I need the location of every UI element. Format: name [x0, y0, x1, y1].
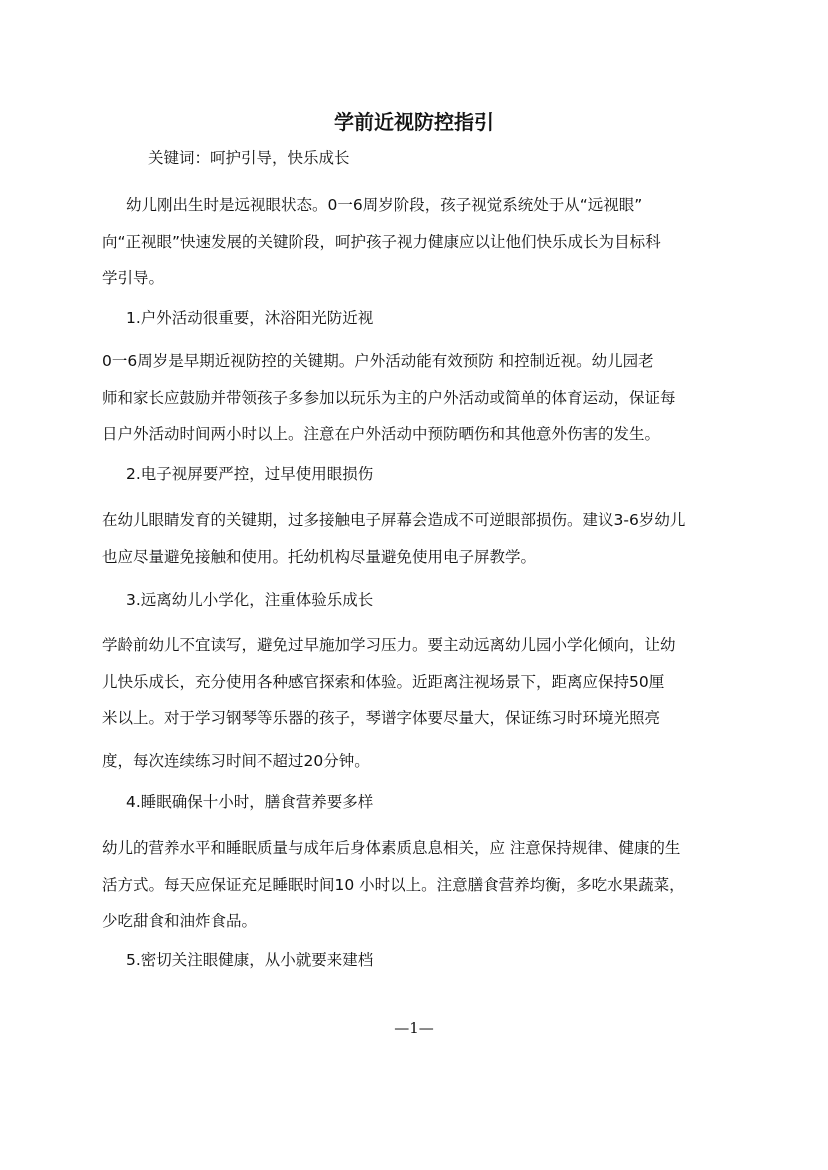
- intro-paragraph: [102, 187, 732, 297]
- section-paragraph-3: [102, 627, 732, 779]
- section-line: 师和家长应鼓励并带领孩子多参加以玩乐为主的户外活动或简单的体育运动，保证每: [102, 388, 676, 407]
- page-title: 学前近视防控指引: [334, 110, 494, 134]
- intro-line: 学引导。: [102, 269, 165, 287]
- keywords-line: 关键词：呵护引导，快乐成长: [148, 149, 350, 167]
- section-line: 度，每次连续练习时间不超过20分钟。: [102, 751, 370, 770]
- section-paragraph-1: [102, 343, 732, 453]
- section-heading-4: 4.睡眠确保十小时，膳食营养要多样: [126, 793, 374, 811]
- section-heading-1: 1.户外活动很重要，沐浴阳光防近视: [126, 309, 374, 327]
- section-line: 也应尽量避免接触和使用。托幼机构尽量避免使用电子屏教学。: [102, 547, 537, 566]
- section-heading-5: 5.密切关注眼健康，从小就要来建档: [126, 951, 374, 969]
- section-line: 活方式。每天应保证充足睡眠时间10 小时以上。注意膳食营养均衡，多吃水果蔬菜，: [102, 875, 685, 894]
- section-line: 儿快乐成长，充分使用各种感官探索和体验。近距离注视场景下，距离应保持50厘: [102, 672, 665, 691]
- section-line: 少吃甜食和油炸食品。: [102, 912, 258, 930]
- section-line: 0一6周岁是早期近视防控的关键期。户外活动能有效预防 和控制近视。幼儿园老: [102, 352, 654, 370]
- section-line: 幼儿的营养水平和睡眠质量与成年后身体素质息息相关，应 注意保持规律、健康的生: [102, 839, 681, 857]
- section-paragraph-4: [102, 830, 732, 940]
- intro-line: 幼儿刚出生时是远视眼状态。0一6周岁阶段，孩子视觉系统处于从“远视眼”: [126, 196, 643, 214]
- page-number: —1—: [394, 1019, 434, 1037]
- section-line: 米以上。对于学习钢琴等乐器的孩子，琴谱字体要尽量大，保证练习时环境光照亮: [102, 709, 661, 727]
- intro-line: 向“正视眼”快速发展的关键阶段，呵护孩子视力健康应以让他们快乐成长为目标科: [102, 232, 661, 251]
- section-paragraph-2: [102, 502, 732, 575]
- section-heading-3: 3.远离幼儿小学化，注重体验乐成长: [126, 591, 374, 609]
- section-line: 日户外活动时间两小时以上。注意在户外活动中预防晒伤和其他意外伤害的发生。: [102, 425, 661, 443]
- section-line: 学龄前幼儿不宜读写，避免过早施加学习压力。要主动远离幼儿园小学化倾向，让幼: [102, 636, 676, 654]
- section-heading-2: 2.电子视屏要严控，过早使用眼损伤: [126, 465, 374, 483]
- section-line: 在幼儿眼睛发育的关键期，过多接触电子屏幕会造成不可逆眼部损伤。建议3-6岁幼儿: [102, 511, 686, 529]
